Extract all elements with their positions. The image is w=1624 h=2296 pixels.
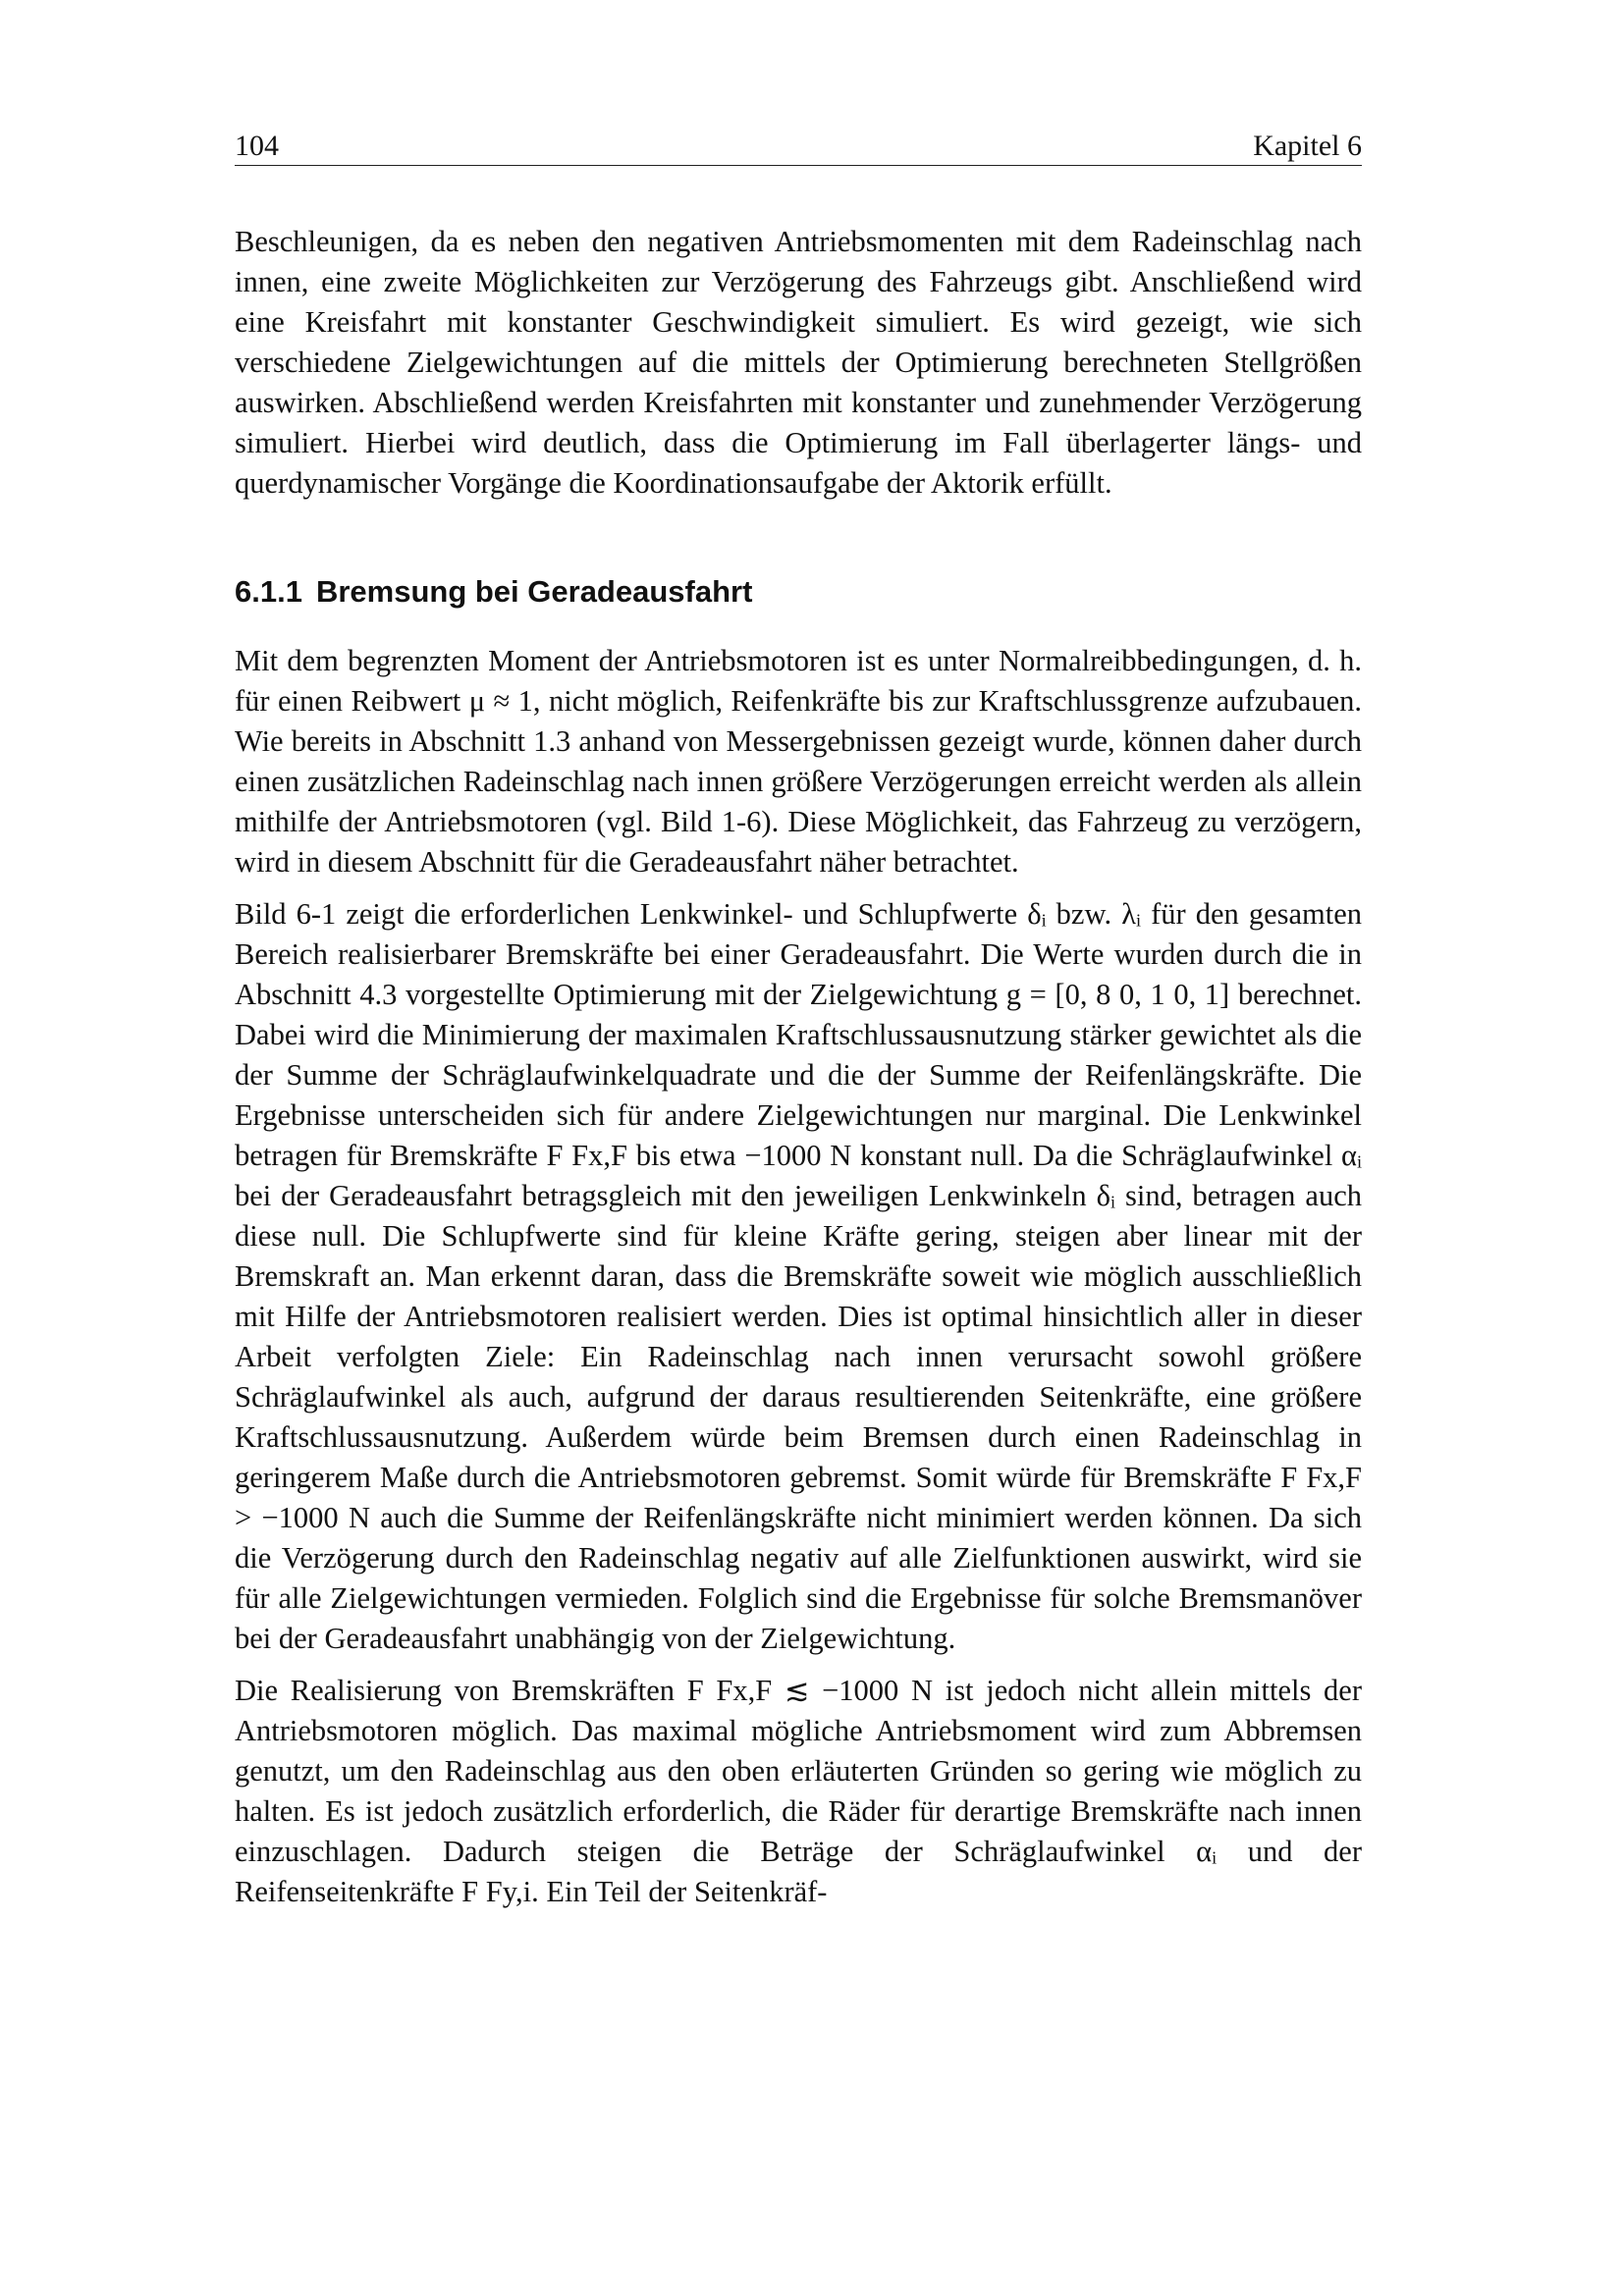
- page-number: 104: [235, 130, 279, 162]
- section-heading: [235, 572, 1362, 612]
- section-number: 6.1.1: [235, 574, 302, 609]
- chapter-label: Kapitel 6: [1253, 130, 1362, 162]
- body-text: [235, 222, 1362, 1912]
- running-header: [235, 126, 1362, 166]
- paragraph-2: Bild 6-1 zeigt die erforderlichen Lenkwinkel- und Schlupfwerte δᵢ bzw. λᵢ für den gesamten Bereich realisierbarer Bremskräfte bei einer Geradeausfahrt. Die Werte wurden durch die in Abschnitt 4.3 vorgestellte Optimierung mit der Zielgewichtung g = [0, 8 0, 1 0, 1] berechnet. Dabei wird die Minimierung der maximalen Kraftschlussausnutzung stärker gewichtet als die der Summe der Schräglaufwinkelquadrate und die der Summe der Reifenlängskräfte. Die Ergebnisse unterscheiden sich für andere Zielgewichtungen nur marginal. Die Lenkwinkel betragen für Bremskräfte F Fx,F bis etwa −1000 N konstant null. Da die Schräglaufwinkel αᵢ bei der Geradeausfahrt betragsgleich mit den jeweiligen Lenkwinkeln δᵢ sind, betragen auch diese null. Die Schlupfwerte sind für kleine Kräfte gering, steigen aber linear mit der Bremskraft an. Man erkennt daran, dass die Bremskräfte soweit wie möglich ausschließlich mit Hilfe der Antriebsmotoren realisiert werden. Dies ist optimal hinsichtlich aller in dieser Arbeit verfolgten Ziele: Ein Radeinschlag nach innen verursacht sowohl größere Schräglaufwinkel als auch, aufgrund der daraus resultierenden Seitenkräfte, eine größere Kraftschlussausnutzung. Außerdem würde beim Bremsen durch einen Radeinschlag in geringerem Maße durch die Antriebsmotoren gebremst. Somit würde für Bremskräfte F Fx,F > −1000 N auch die Summe der Reifenlängskräfte nicht minimiert werden können. Da sich die Verzögerung durch den Radeinschlag negativ auf alle Zielfunktionen auswirkt, wird sie für alle Zielgewichtungen vermieden. Folglich sind die Ergebnisse für solche Bremsmanöver bei der Geradeausfahrt unabhängig von der Zielgewichtung.: [235, 897, 1362, 1655]
- paragraph-1: Mit dem begrenzten Moment der Antriebsmotoren ist es unter Normalreibbedingungen, d. h. für einen Reibwert μ ≈ 1, nicht möglich, Reifenkräfte bis zur Kraftschlussgrenze aufzubauen. Wie bereits in Abschnitt 1.3 anhand von Messergebnissen gezeigt wurde, können daher durch einen zusätzlichen Radeinschlag nach innen größere Verzögerungen erreicht werden als allein mithilfe der Antriebsmotoren (vgl. Bild 1-6). Diese Möglichkeit, das Fahrzeug zu verzögern, wird in diesem Abschnitt für die Geradeausfahrt näher betrachtet.: [235, 644, 1362, 879]
- paragraph-3: Die Realisierung von Bremskräften F Fx,F ≲ −1000 N ist jedoch nicht allein mittels der Antriebsmotoren möglich. Das maximal mögliche Antriebsmoment wird zum Abbremsen genutzt, um den Radeinschlag aus den oben erläuterten Gründen so gering wie möglich zu halten. Es ist jedoch zusätzlich erforderlich, die Räder für derartige Bremskräfte nach innen einzuschlagen. Dadurch steigen die Beträge der Schräglaufwinkel αᵢ und der Reifenseitenkräfte F Fy,i. Ein Teil der Seitenkräf-: [235, 1674, 1362, 1908]
- intro-paragraph: Beschleunigen, da es neben den negativen Antriebsmomenten mit dem Radeinschlag nach innen, eine zweite Möglichkeiten zur Verzögerung des Fahrzeugs gibt. Anschließend wird eine Kreisfahrt mit konstanter Geschwindigkeit simuliert. Es wird gezeigt, wie sich verschiedene Zielgewichtungen auf die mittels der Optimierung berechneten Stellgrößen auswirken. Abschließend werden Kreisfahrten mit konstanter und zunehmender Verzögerung simuliert. Hierbei wird deutlich, dass die Optimierung im Fall überlagerter längs- und querdynamischer Vorgänge die Koordinationsaufgabe der Aktorik erfüllt.: [235, 225, 1362, 500]
- section-title: Bremsung bei Geradeausfahrt: [315, 574, 753, 609]
